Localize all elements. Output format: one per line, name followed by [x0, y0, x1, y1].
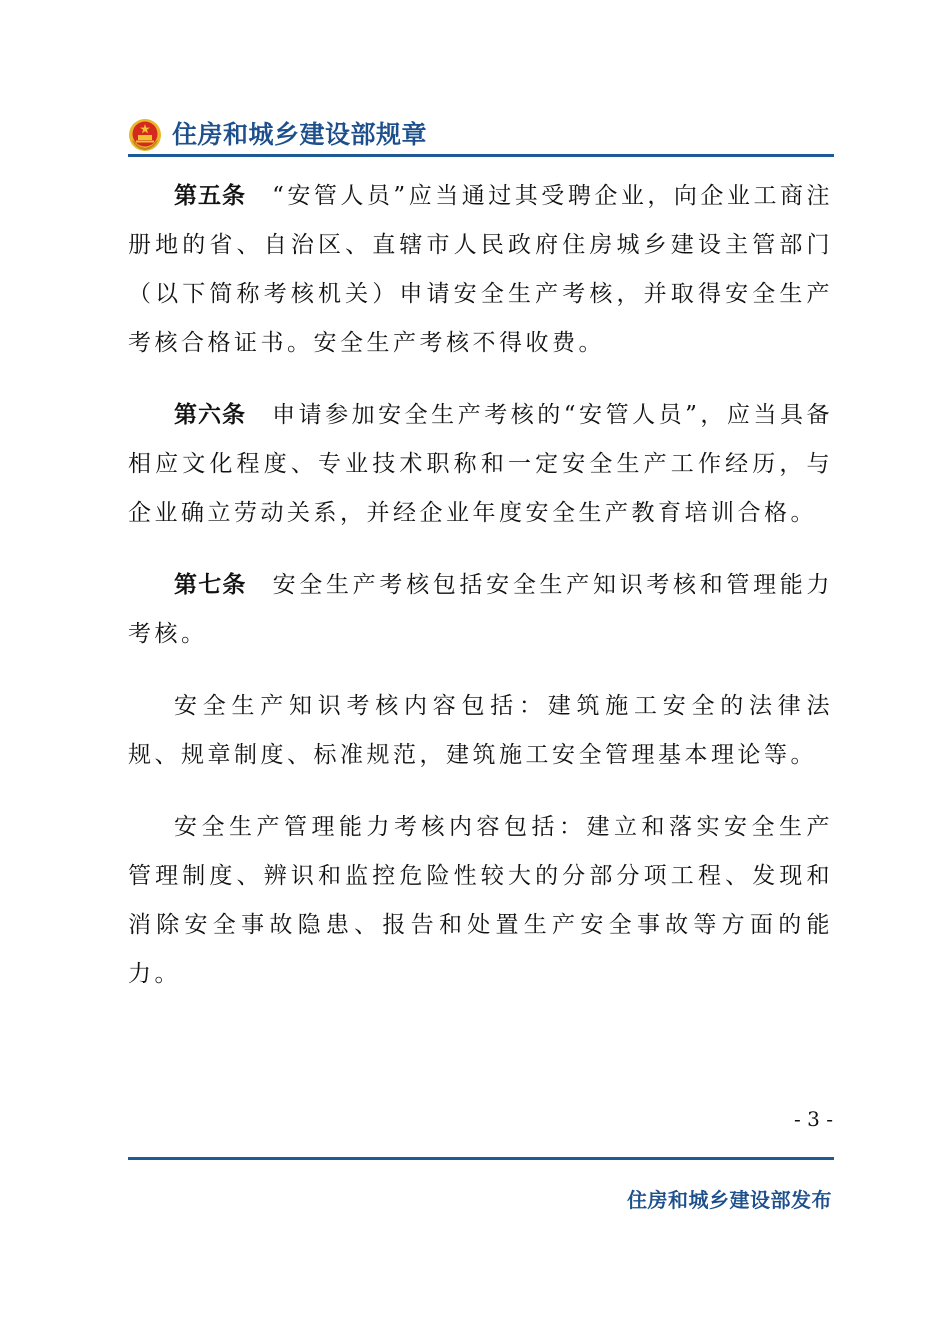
paragraph-management-assessment: 安全生产管理能力考核内容包括：建立和落实安全生产管理制度、辨识和监控危险性较大的分部分项工程、发现和消除安全事故隐患、报告和处置生产安全事故等方面的能力。	[128, 814, 833, 987]
footer-divider	[128, 1157, 834, 1160]
article-label: 第六条	[174, 402, 247, 428]
paragraph-knowledge-assessment: 安全生产知识考核内容包括：建筑施工安全的法律法规、规章制度、标准规范，建筑施工安全管理基本理论等。	[128, 693, 833, 768]
article-5	[128, 172, 833, 368]
document-body	[128, 172, 833, 1022]
article-6	[128, 391, 833, 538]
article-label: 第七条	[174, 572, 247, 598]
page-header	[128, 112, 833, 156]
article-text: 安全生产考核包括安全生产知识考核和管理能力考核。	[128, 572, 834, 647]
national-emblem-icon	[128, 118, 162, 152]
header-divider	[128, 154, 834, 157]
article-text: “安管人员”应当通过其受聘企业，向企业工商注册地的省、自治区、直辖市人民政府住房城乡建设主管部门（以下简称考核机关）申请安全生产考核，并取得安全生产考核合格证书。安全生产考核不得收费。	[128, 183, 833, 356]
footer-publisher: 住房和城乡建设部发布	[627, 1188, 832, 1212]
article-7	[128, 561, 833, 659]
page-number: - 3 -	[794, 1107, 833, 1131]
page-header-title: 住房和城乡建设部规章	[172, 120, 428, 149]
article-text: 申请参加安全生产考核的“安管人员”，应当具备相应文化程度、专业技术职称和一定安全生产工作经历，与企业确立劳动关系，并经企业年度安全生产教育培训合格。	[128, 402, 833, 526]
article-label: 第五条	[174, 183, 247, 209]
